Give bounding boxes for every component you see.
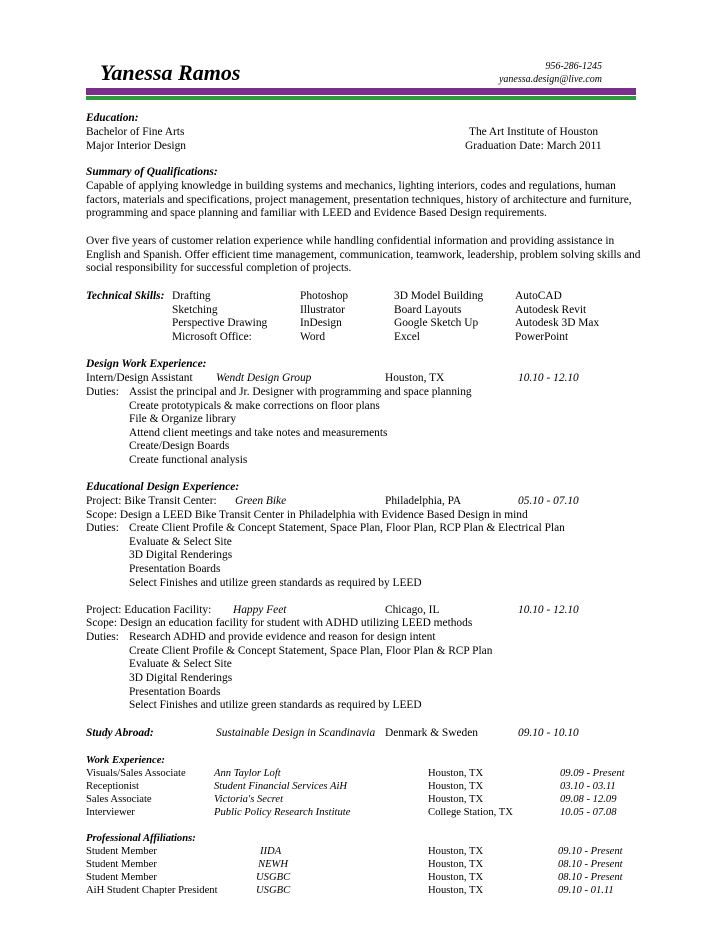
dates: 09.10 - 10.10: [518, 727, 579, 739]
dates: 10.10 - 12.10: [518, 604, 579, 616]
educational-design-heading: Educational Design Experience:: [86, 481, 240, 493]
project-name: Happy Feet: [233, 604, 287, 616]
affiliation-dates: 08.10 - Present: [558, 859, 623, 870]
duties-label: Duties:: [86, 631, 119, 643]
location: Chicago, IL: [385, 604, 440, 616]
skill: Excel: [394, 331, 420, 343]
skill: Illustrator: [300, 304, 345, 316]
skill: Drafting: [172, 290, 211, 302]
location: Denmark & Sweden: [385, 727, 478, 739]
affiliation-org: IIDA: [260, 846, 282, 857]
affiliation-location: Houston, TX: [428, 846, 484, 857]
degree: Bachelor of Fine Arts: [86, 126, 185, 138]
header-bar-green: [86, 96, 636, 100]
skills-heading: Technical Skills:: [86, 290, 165, 302]
duties-label: Duties:: [86, 386, 119, 398]
work-location: Houston, TX: [428, 768, 484, 779]
phone: 956-286-1245: [545, 61, 602, 72]
work-employer: Victoria's Secret: [214, 794, 284, 805]
location: Houston, TX: [385, 372, 445, 384]
skill: Autodesk 3D Max: [515, 317, 600, 329]
affiliation-location: Houston, TX: [428, 872, 484, 883]
duty-item: 3D Digital Renderings: [129, 549, 233, 561]
work-dates: 03.10 - 03.11: [560, 781, 616, 792]
work-location: Houston, TX: [428, 781, 484, 792]
affiliation-role: AiH Student Chapter President: [86, 885, 218, 896]
affiliation-role: Student Member: [86, 846, 157, 857]
project-scope: Scope: Design a LEED Bike Transit Center in Philadelphia with Evidence Based Design in mind: [86, 509, 528, 521]
location: Philadelphia, PA: [385, 495, 462, 507]
skill: 3D Model Building: [394, 290, 484, 302]
work-employer: Ann Taylor Loft: [214, 768, 281, 779]
affiliation-org: USGBC: [256, 872, 291, 883]
header-bar-purple: [86, 88, 636, 95]
summary-paragraph-2: Over five years of customer relation experience while handling confidential information and providing assistance in English and Spanish. Offer efficient time management, communication, teamwork, leadership, problem solving skills and social responsibility for successful completion of projects.: [86, 235, 641, 275]
duty-item: Presentation Boards: [129, 563, 221, 575]
affiliation-dates: 09.10 - Present: [558, 846, 623, 857]
duty-item: Evaluate & Select Site: [129, 536, 232, 548]
duty-item: Evaluate & Select Site: [129, 658, 232, 670]
project-scope: Scope: Design an education facility for student with ADHD utilizing LEED methods: [86, 617, 473, 629]
duty-item: Create Client Profile & Concept Statement, Space Plan, Floor Plan & RCP Plan: [129, 645, 493, 657]
graduation-date: Graduation Date: March 2011: [465, 140, 602, 152]
affiliation-role: Student Member: [86, 872, 157, 883]
summary-heading: Summary of Qualifications:: [86, 166, 218, 178]
duty-item: Attend client meetings and take notes and measurements: [129, 427, 388, 439]
duties-label: Duties:: [86, 522, 119, 534]
affiliation-dates: 09.10 - 01.11: [558, 885, 614, 896]
project-name: Green Bike: [235, 495, 287, 507]
duty-item: Select Finishes and utilize green standards as required by LEED: [129, 699, 422, 711]
job-title: Intern/Design Assistant: [86, 372, 193, 384]
affiliation-location: Houston, TX: [428, 885, 484, 896]
skill: Autodesk Revit: [515, 304, 587, 316]
school: The Art Institute of Houston: [469, 126, 599, 138]
study-abroad-heading: Study Abroad:: [86, 727, 154, 739]
duty-item: Create functional analysis: [129, 454, 248, 466]
duty-item: Create prototypicals & make corrections on floor plans: [129, 400, 380, 412]
major: Major Interior Design: [86, 140, 186, 152]
duty-item: Select Finishes and utilize green standards as required by LEED: [129, 577, 422, 589]
email: yanessa.design@live.com: [498, 74, 602, 85]
design-work-heading: Design Work Experience:: [86, 358, 207, 370]
duty-item: Create Client Profile & Concept Statement, Space Plan, Floor Plan, RCP Plan & Electrical Plan: [129, 522, 565, 534]
skill: Photoshop: [300, 290, 349, 302]
affiliation-dates: 08.10 - Present: [558, 872, 623, 883]
work-dates: 09.09 - Present: [560, 768, 625, 779]
study-program: Sustainable Design in Scandinavia: [216, 727, 376, 739]
work-role: Visuals/Sales Associate: [86, 768, 186, 779]
skill: Board Layouts: [394, 304, 462, 316]
skill: AutoCAD: [515, 290, 562, 302]
work-dates: 10.05 - 07.08: [560, 807, 617, 818]
affiliation-org: USGBC: [256, 885, 291, 896]
duty-item: Research ADHD and provide evidence and reason for design intent: [129, 631, 436, 643]
affiliations-heading: Professional Affiliations:: [86, 833, 196, 844]
duty-item: File & Organize library: [129, 413, 237, 425]
work-role: Receptionist: [86, 781, 139, 792]
dates: 05.10 - 07.10: [518, 495, 579, 507]
project-label: Project: Education Facility:: [86, 604, 212, 616]
work-role: Sales Associate: [86, 794, 152, 805]
skill: InDesign: [300, 317, 342, 329]
summary-paragraph-1: Capable of applying knowledge in building systems and mechanics, lighting interiors, codes and regulations, human factors, materials and specifications, project management, presentation techniques, history of architecture and furniture, programming and space planning and familiar with LEED and Evidence Based Design requirements.: [86, 180, 632, 220]
skill: PowerPoint: [515, 331, 569, 343]
work-location: College Station, TX: [428, 807, 513, 818]
project-label: Project: Bike Transit Center:: [86, 495, 217, 507]
affiliation-role: Student Member: [86, 859, 157, 870]
work-role: Interviewer: [86, 807, 135, 818]
affiliation-org: NEWH: [258, 859, 289, 870]
duty-item: Presentation Boards: [129, 686, 221, 698]
duty-item: Create/Design Boards: [129, 440, 230, 452]
skill: Sketching: [172, 304, 218, 316]
duty-item: Assist the principal and Jr. Designer with programming and space planning: [129, 386, 472, 398]
skill: Microsoft Office:: [172, 331, 252, 343]
work-dates: 09.08 - 12.09: [560, 794, 617, 805]
work-location: Houston, TX: [428, 794, 484, 805]
work-employer: Public Policy Research Institute: [214, 807, 351, 818]
affiliation-location: Houston, TX: [428, 859, 484, 870]
work-heading: Work Experience:: [86, 755, 165, 766]
skill: Perspective Drawing: [172, 317, 268, 329]
skill: Word: [300, 331, 326, 343]
skill: Google Sketch Up: [394, 317, 479, 329]
work-employer: Student Financial Services AiH: [214, 781, 348, 792]
duty-item: 3D Digital Renderings: [129, 672, 233, 684]
company: Wendt Design Group: [216, 372, 312, 384]
name-heading: Yanessa Ramos: [100, 60, 241, 85]
dates: 10.10 - 12.10: [518, 372, 579, 384]
education-heading: Education:: [86, 112, 139, 124]
